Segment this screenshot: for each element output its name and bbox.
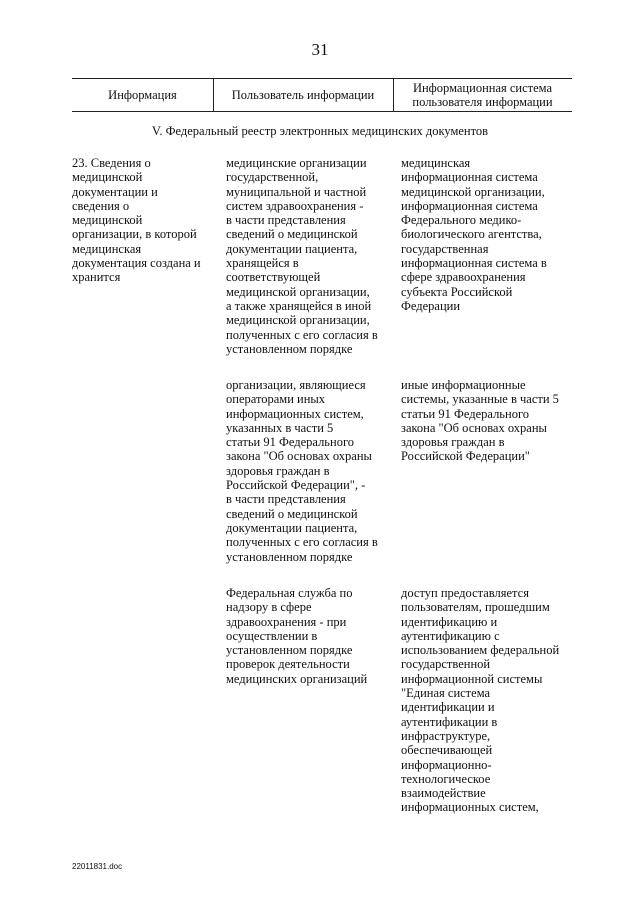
table-header-information: Информация xyxy=(108,88,177,102)
table-header-system-line2: пользователя информации xyxy=(412,95,553,109)
table-header-system-line1: Информационная система xyxy=(412,81,553,95)
table-header-user: Пользователь информации xyxy=(231,88,375,102)
row-user-cell-3: Федеральная служба по надзору в сфере здравоохранения - при осуществлении в установленном порядке проверок деятельности медицинских организаций xyxy=(226,586,368,686)
table-header-system xyxy=(393,81,572,109)
table-header-top-rule xyxy=(72,78,572,79)
row-user-cell-1: медицинские организации государственной, муниципальной и частной систем здравоохранения - в части представления сведений о медицинской документации пациента, хранящейся в соответствующей медицинской организации, а также хранящейся в иной медицинской организации, полученных с его согласия в установленном порядке xyxy=(226,156,378,356)
footer-filename: 22011831.doc xyxy=(72,862,123,871)
row-system-cell-2: иные информационные системы, указанные в части 5 статьи 91 Федерального закона "Об основах охраны здоровья граждан в Российской Федерации" xyxy=(401,378,559,464)
row-system-cell-1: медицинская информационная система медицинской организации, информационная система Федерального медико- биологического агентства, государственная информационная система в сфере здравоохранения субъекта Российской Федерации xyxy=(401,156,547,313)
section-title: V. Федеральный реестр электронных медицинских документов xyxy=(151,124,489,138)
row-system-cell-3: доступ предоставляется пользователям, прошедшим идентификацию и аутентификацию с использованием федеральной государственной информационной системы "Единая система идентификации и аутентификации в инфраструктуре, обеспечивающей информационно- технологическое взаимодействие информационных систем, xyxy=(401,586,560,815)
table-header-bottom-rule xyxy=(72,111,572,112)
row-information-cell: 23. Сведения о медицинской документации и сведения о медицинской организации, в которой медицинская документация создана и хранится xyxy=(72,156,201,285)
row-user-cell-2: организации, являющиеся операторами иных информационных систем, указанных в части 5 статьи 91 Федерального закона "Об основах охраны здоровья граждан в Российской Федерации", - в части представления сведений о медицинской документации пациента, полученных с его согласия в установленном порядке xyxy=(226,378,378,564)
page-number: 31 xyxy=(311,40,329,59)
